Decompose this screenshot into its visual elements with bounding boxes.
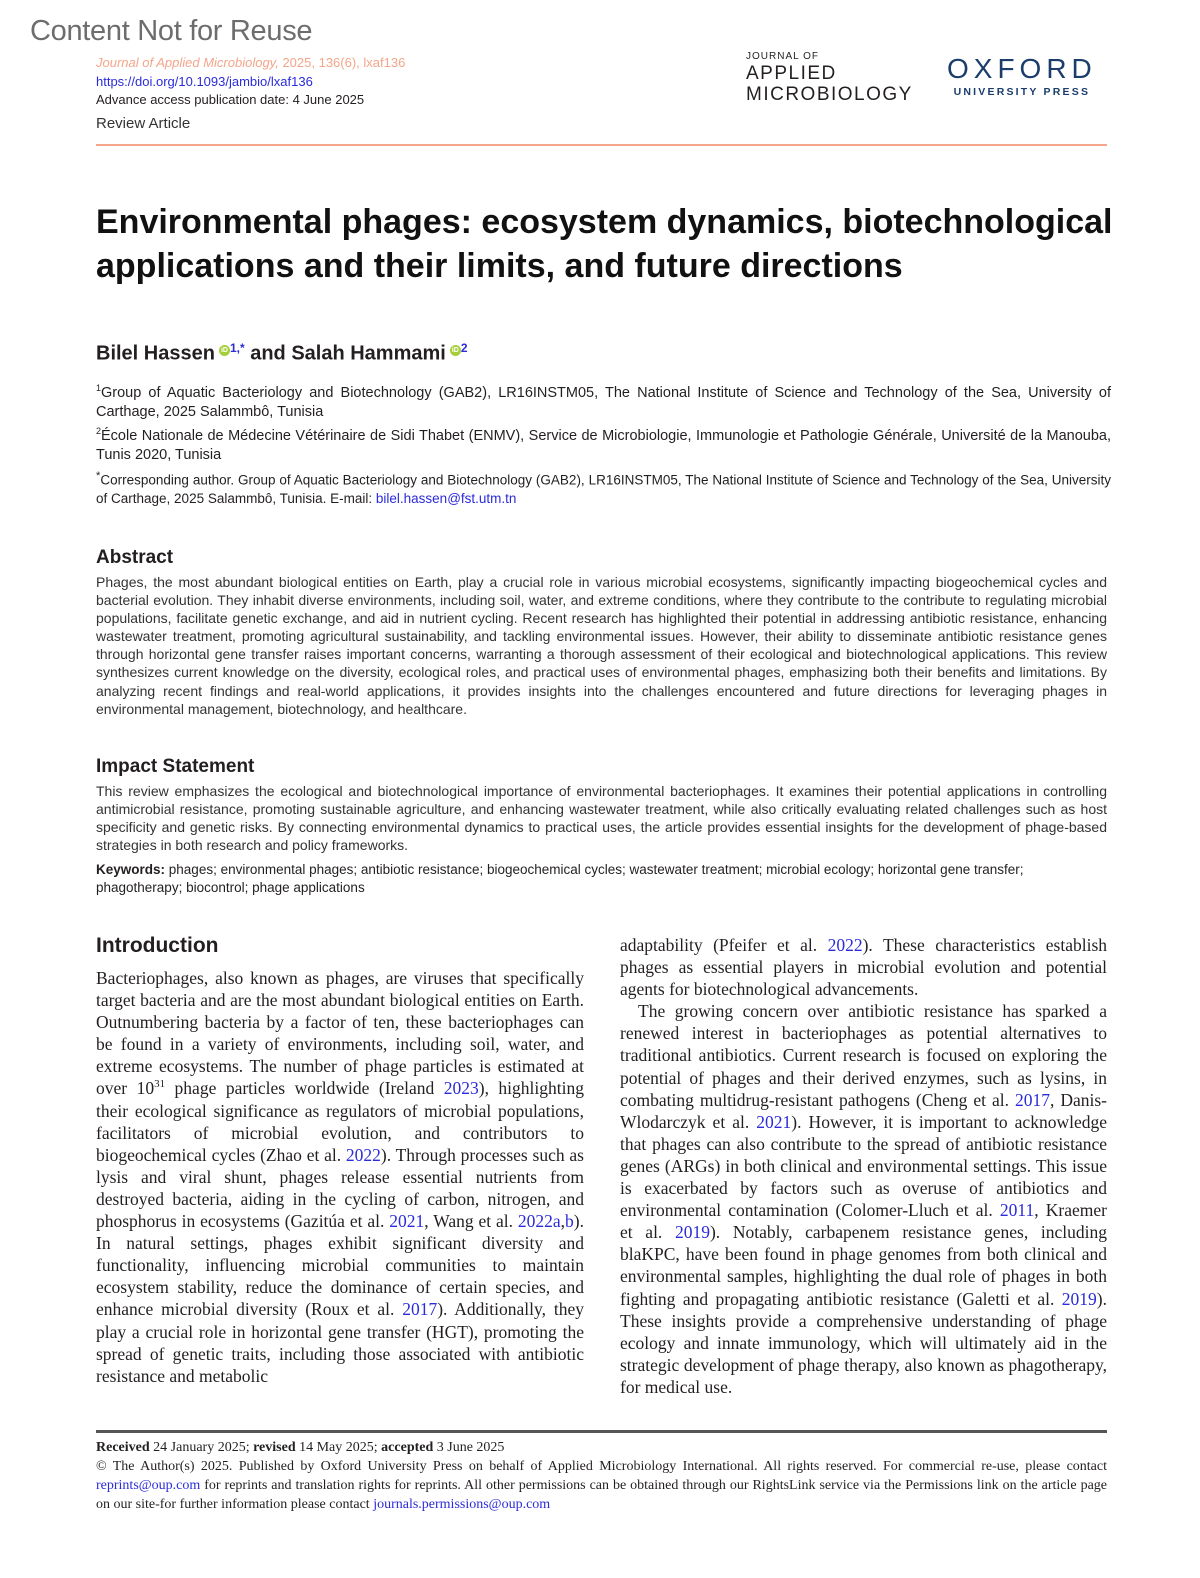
orcid-icon[interactable]: iD: [220, 347, 228, 354]
citation-journal: Journal of Applied Microbiology,: [96, 55, 279, 70]
reprints-email-link[interactable]: reprints@oup.com: [96, 1478, 201, 1493]
paragraph: [620, 934, 1107, 1000]
accepted-date: 3 June 2025: [433, 1440, 505, 1455]
text-segment: The growing concern over antibiotic resistance has sparked a renewed interest in bacteriophages as potential alternatives to traditional antibiotics. Current research is focused on exploring the potential of phages and their derived enzymes, such as lysins, in combating multidrug-resistant pathogens (Cheng et al.: [620, 1001, 1107, 1110]
permissions-email-link[interactable]: journals.permissions@oup.com: [373, 1497, 551, 1512]
citation-link[interactable]: b: [565, 1211, 574, 1232]
corresponding-author: [96, 467, 1111, 508]
affiliation-text: École Nationale de Médecine Vétérinaire de Sidi Thabet (ENMV), Service de Microbiologie, Immunologie et Pathologie Générale, Université de la Manouba, Tunis 2020, Tunisia: [96, 427, 1111, 463]
citation-link[interactable]: 2019: [1061, 1288, 1097, 1309]
citation-link[interactable]: 2017: [402, 1299, 438, 1320]
citation-link[interactable]: 2022a: [517, 1211, 561, 1232]
publisher-logo-name: OXFORD: [947, 53, 1097, 84]
text-segment: Bacteriophages, also known as phages, are viruses that specifically target bacteria and are the most abundant biological entities on Earth. Outnumbering bacteria by a factor of ten, these bacteriophages can be found in a variety of environments, including soil, water, and extreme ecosystems. The number of phage particles is estimated at over 10: [96, 968, 584, 1099]
citation-link[interactable]: 2021: [756, 1111, 792, 1132]
author-affiliation-sup: 2: [460, 341, 468, 355]
revised-date: 14 May 2025;: [295, 1440, 382, 1455]
impact-text: This review emphasizes the ecological and biotechnological importance of environmental bacteriophages. It examines their potential applications in controlling antimicrobial resistance, promoting sustainable agriculture, and enhancing wastewater treatment, while also critically evaluating related challenges such as host specificity and genetic risks. By connecting environmental dynamics to practical uses, the article provides essential insights for the development of phage-based strategies in both research and policy frameworks.: [96, 783, 1107, 854]
authors: [96, 341, 468, 366]
header-divider: [96, 144, 1107, 146]
keywords-text: phages; environmental phages; antibiotic resistance; biogeochemical cycles; wastewater treatment; microbial ecology; horizontal gene transfer; phagotherapy; biocontrol; phage applications: [96, 862, 1024, 895]
corresponding-email-link[interactable]: bilel.hassen@fst.utm.tn: [375, 490, 517, 506]
orcid-icon[interactable]: iD: [451, 347, 459, 354]
text-segment: ). In natural settings, phages exhibit significant diversity and functionality, influencing microbial communities to maintain ecosystem stability, reduce the dominance of certain species, and enhance microbial diversity (Roux et al.: [96, 1211, 584, 1320]
footer-notes: [96, 1438, 1107, 1514]
affiliation: [96, 422, 1111, 465]
journal-logo-small: JOURNAL OF: [746, 51, 819, 62]
affiliation-text: Group of Aquatic Bacteriology and Biotechnology (GAB2), LR16INSTM05, The National Institute of Science and Technology of the Sea, University of Carthage, 2025 Salammbô, Tunisia: [96, 384, 1111, 420]
abstract-heading: Abstract: [96, 547, 174, 568]
keywords-label: Keywords:: [96, 862, 166, 877]
citation-link[interactable]: 2021: [389, 1211, 425, 1232]
superscript: 31: [154, 1078, 166, 1091]
text-segment: ). These insights provide a comprehensive understanding of phage ecology and innate immunology, which will ultimately aid in the strategic development of phage therapy, also known as phagotherapy, for medical use.: [620, 1288, 1107, 1397]
revised-label: revised: [253, 1440, 296, 1455]
text-segment: ). Notably, carbapenem resistance genes, including blaKPC, have been found in phage genomes from both clinical and environmental samples, highlighting the dual role of phages in both fighting and propagating antibiotic resistance (Galetti et al.: [620, 1222, 1107, 1309]
publisher-logo-sub: UNIVERSITY PRESS: [953, 86, 1091, 98]
author-name[interactable]: Bilel Hassen: [96, 342, 215, 365]
text-segment: ). These characteristics establish phages as essential players in microbial evolution and potential agents for biotechnological advancements.: [620, 935, 1108, 1000]
corresponding-mark: *: [96, 470, 101, 482]
citation-link[interactable]: 2019: [674, 1222, 710, 1243]
citation-link[interactable]: 2023: [443, 1078, 479, 1099]
paragraph: [96, 967, 584, 1387]
citation-link[interactable]: 2022: [345, 1144, 381, 1165]
paragraph: [620, 1000, 1107, 1398]
copyright: [96, 1457, 1107, 1514]
text-segment: adaptability (Pfeifer et al.: [620, 935, 828, 955]
affiliation-number: 2: [96, 426, 102, 436]
text-segment: , Danis-Wlodarczyk et al.: [620, 1089, 1108, 1132]
citation-link[interactable]: 2022: [827, 935, 863, 955]
text-segment: ). However, it is important to acknowledge that phages can also contribute to the spread of antibiotic resistance genes (ARGs) in both clinical and environmental settings. This issue is exacerbated by factors such as overuse of antibiotics and environmental contamination (Colomer-Lluch et al.: [620, 1111, 1107, 1221]
text-segment: phage particles worldwide (Ireland: [165, 1078, 444, 1099]
journal-logo-line2: MICROBIOLOGY: [746, 84, 913, 105]
text-segment: , Wang et al.: [424, 1211, 518, 1232]
text-segment: ,: [560, 1211, 566, 1232]
text-segment: ). Through processes such as lysis and viral shunt, phages release essential nutrients from destroyed bacteria, aiding in the cycling of carbon, nitrogen, and phosphorus in ecosystems (Gazitúa et al.: [96, 1144, 584, 1232]
author-name[interactable]: Salah Hammami: [291, 342, 446, 365]
citation-link[interactable]: 2017: [1015, 1089, 1050, 1110]
doi-link[interactable]: https://doi.org/10.1093/jambio/lxaf136: [96, 74, 313, 89]
received-dates: [96, 1438, 1107, 1457]
text-segment: , Kraemer et al.: [620, 1200, 1107, 1243]
journal-logo: [746, 52, 913, 104]
introduction-left-column: [96, 967, 584, 1387]
article-type: Review Article: [96, 115, 191, 132]
text-segment: ). Additionally, they play a crucial role in horizontal gene transfer (HGT), promoting the spread of genetic traits, including those associated with antibiotic resistance and metabolic: [96, 1299, 584, 1386]
abstract-text: Phages, the most abundant biological entities on Earth, play a crucial role in various microbial ecosystems, significantly impacting biogeochemical cycles and bacterial evolution. They inhabit diverse environments, including soil, water, and extreme conditions, where they contribute to the contribute to regulating microbial populations, facilitate genetic exchange, and aid in nutrient cycling. Recent research has highlighted their potential in addressing antibiotic resistance, enhancing wastewater treatment, promoting agricultural sustainability, and tackling environmental issues. However, their ability to disseminate antibiotic resistance genes through horizontal gene transfer raises important concerns, warranting a thorough assessment of their ecological and biotechnological applications. This review synthesizes current knowledge on the diversity, ecological roles, and practical uses of environmental phages, emphasizing both their benefits and limitations. By analyzing recent findings and real-world applications, it provides insights into the challenges encountered and future directions for leveraging phages in environmental management, biotechnology, and healthcare.: [96, 574, 1107, 717]
text-segment: ), highlighting their ecological significance as regulators of microbial populations, facilitators of microbial evolution, and contributors to biogeochemical cycles (Zhao et al.: [96, 1078, 584, 1165]
author-affiliation-sup: 1,*: [229, 341, 245, 355]
received-date: 24 January 2025;: [149, 1440, 254, 1455]
copyright-text: © The Author(s) 2025. Published by Oxford University Press on behalf of Applied Microbiology International. All rights reserved. For commercial re-use, please contact: [96, 1459, 1107, 1474]
introduction-heading: Introduction: [96, 934, 219, 957]
corresponding-text: Corresponding author. Group of Aquatic Bacteriology and Biotechnology (GAB2), LR16INSTM05, The National Institute of Science and Technology of the Sea, University of Carthage, 2025 Salammbô, Tunisia. E-mail:: [96, 472, 1111, 506]
affiliation-number: 1: [96, 383, 102, 393]
footer-divider: [96, 1430, 1107, 1433]
copyright-text: for reprints and translation rights for reprints. All other permissions can be obtained through our RightsLink service via the Permissions link on the article page on our site-for further information please contact: [96, 1478, 1107, 1512]
citation: [96, 55, 405, 70]
watermark: Content Not for Reuse: [30, 15, 313, 47]
citation-link[interactable]: 2011: [999, 1200, 1035, 1221]
journal-logo-line1: APPLIED: [746, 63, 837, 84]
article-title: Environmental phages: ecosystem dynamics, biotechnological applications and their limits, and future directions: [96, 203, 1113, 285]
keywords: [96, 861, 1107, 897]
introduction-right-column: [620, 934, 1107, 1398]
accepted-label: accepted: [381, 1440, 434, 1455]
author-separator: and: [244, 342, 292, 365]
impact-heading: Impact Statement: [96, 756, 255, 777]
publisher-logo: [947, 55, 1097, 98]
advance-access-date: Advance access publication date: 4 June 2025: [96, 92, 365, 107]
received-label: Received: [96, 1440, 150, 1455]
citation-volume: 2025, 136(6), lxaf136: [278, 55, 406, 70]
affiliation: [96, 379, 1111, 422]
